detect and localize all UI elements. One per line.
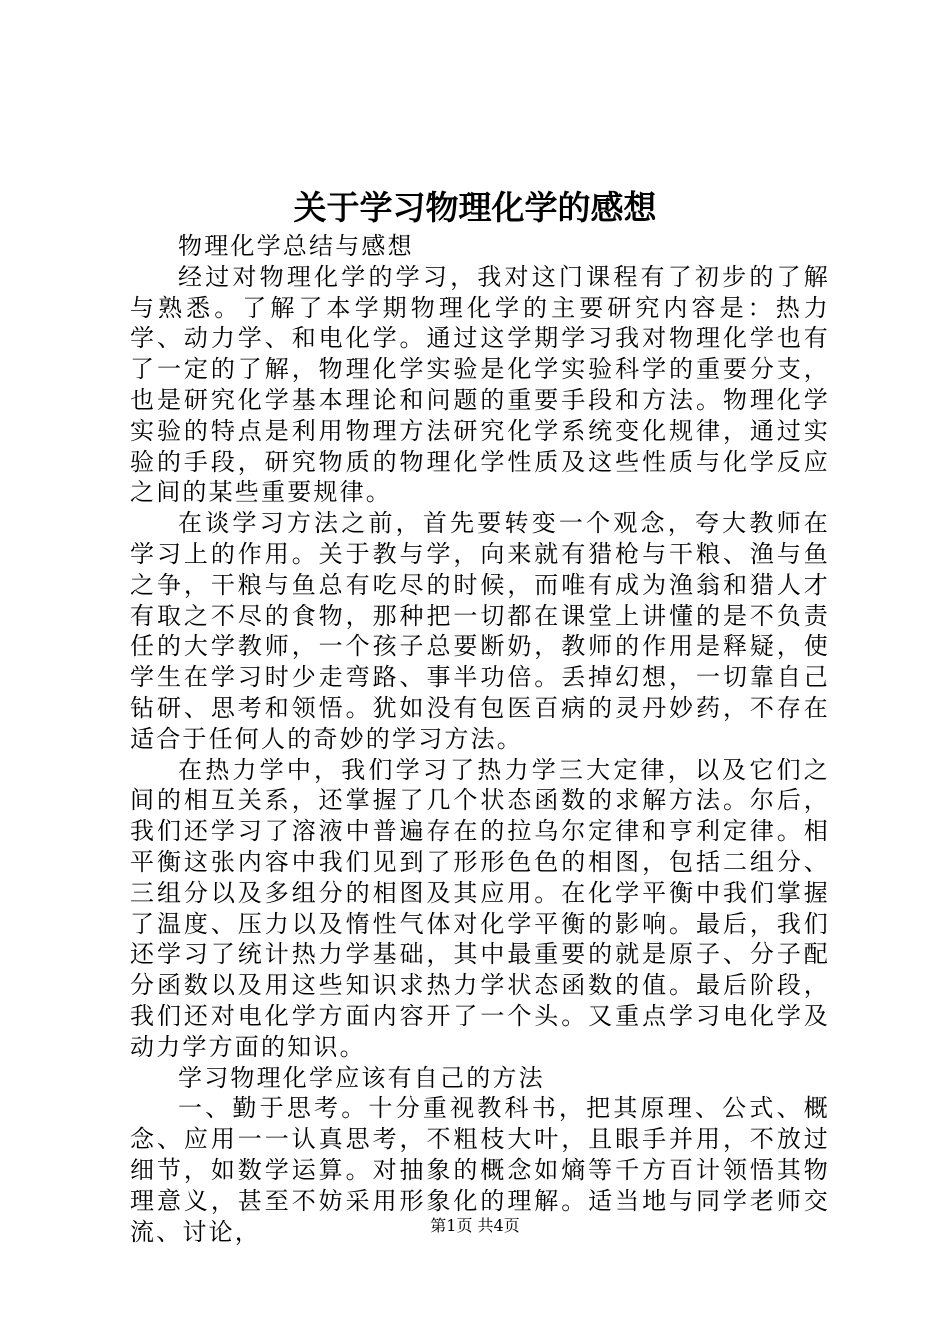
paragraph-thermodynamics: 在热力学中，我们学习了热力学三大定律，以及它们之间的相互关系，还掌握了几个状态函数的求解方法。尔后，我们还学习了溶液中普遍存在的拉乌尔定律和亨利定律。相平衡这张内容中我们见到了形形色色的相图，包括二组分、三组分以及多组分的相图及其应用。在化学平衡中我们掌握了温度、压力以及惰性气体对化学平衡的影响。最后，我们还学习了统计热力学基础，其中最重要的就是原子、分子配分函数以及用这些知识求热力学状态函数的值。最后阶段，我们还对电化学方面内容开了一个头。又重点学习电化学及动力学方面的知识。	[130, 755, 830, 1061]
document-body	[130, 231, 830, 1247]
paragraph-study-method: 在谈学习方法之前，首先要转变一个观念，夸大教师在学习上的作用。关于教与学，向来就有猎枪与干粮、渔与鱼之争，干粮与鱼总有吃尽的时候，而唯有成为渔翁和猎人才有取之不尽的食物，那种把一切都在课堂上讲懂的是不负责任的大学教师，一个孩子总要断奶，教师的作用是释疑，使学生在学习时少走弯路、事半功倍。丢掉幻想，一切靠自己钻研、思考和领悟。犹如没有包医百病的灵丹妙药，不存在适合于任何人的奇妙的学习方法。	[130, 509, 830, 753]
paragraph-intro: 经过对物理化学的学习，我对这门课程有了初步的了解与熟悉。了解了本学期物理化学的主要研究内容是：热力学、动力学、和电化学。通过这学期学习我对物理化学也有了一定的了解，物理化学实验是化学实验科学的重要分支，也是研究化学基本理论和问题的重要手段和方法。物理化学实验的特点是利用物理方法研究化学系统变化规律，通过实验的手段，研究物质的物理化学性质及这些性质与化学反应之间的某些重要规律。	[130, 262, 830, 507]
page-footer: 第1页 共4页	[430, 1216, 520, 1235]
document-title: 关于学习物理化学的感想	[293, 188, 657, 227]
paragraph-think-diligently: 一、勤于思考。十分重视教科书，把其原理、公式、概念、应用一一认真思考，不粗枝大叶，且眼手并用，不放过细节，如数学运算。对抽象的概念如熵等千方百计领悟其物理意义，甚至不妨采用形象化的理解。适当地与同学老师交流、讨论，	[130, 1094, 830, 1246]
paragraph-subtitle: 物理化学总结与感想	[178, 232, 414, 260]
paragraph-method-heading: 学习物理化学应该有自己的方法	[178, 1063, 545, 1092]
